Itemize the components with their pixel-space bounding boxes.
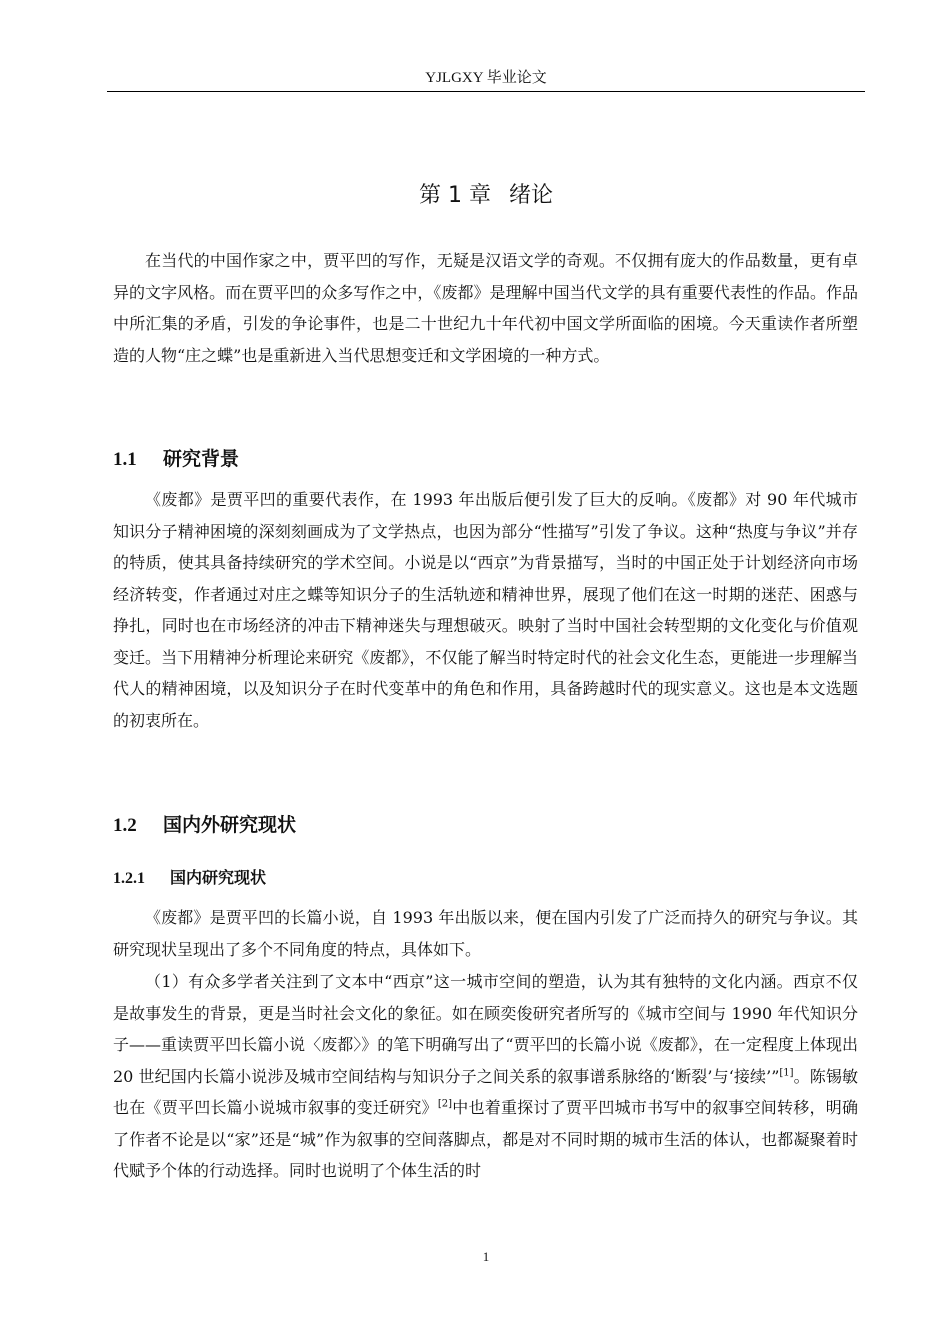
paragraph-text: 中也着重探讨了贾平凹城市书写中的叙事空间转移，明确了作者不论是以“家”还是“城”作为叙事的空间落脚点，都是对不同时期的城市生活的体认，也都凝聚着时代赋予个体的行动选择。同时也说明了个体生活的时 — [113, 1098, 858, 1180]
section-heading-1-2 — [113, 811, 858, 840]
citation-ref-2[interactable]: [2] — [437, 1098, 452, 1110]
chapter-name: 绪论 — [508, 183, 553, 208]
chapter-title — [107, 180, 865, 212]
section-title: 国内外研究现状 — [163, 814, 297, 836]
header-rule — [107, 91, 865, 92]
section-number: 1.2 — [113, 815, 137, 836]
subsection-heading-1-2-1 — [113, 866, 858, 891]
chapter-number: 第 1 章 — [419, 183, 491, 208]
section-title: 研究背景 — [163, 448, 240, 470]
running-header: YJLGXY 毕业论文 — [425, 70, 547, 86]
subsection-title: 国内研究现状 — [170, 868, 267, 887]
background-paragraph: 《废都》是贾平凹的重要代表作，在 1993 年出版后便引发了巨大的反响。《废都》对 90 年代城市知识分子精神困境的深刻刻画成为了文学热点，也因为部分“性描写”引发了争议。这种“热度与争议”并存的特质，使其具备持续研究的学术空间。小说是以“西京”为背景描写，当时的中国正处于计划经济向市场经济转变，作者通过对庄之蝶等知识分子的生活轨迹和精神世界，展现了他们在这一时期的迷茫、困惑与挣扎，同时也在市场经济的冲击下精神迷失与理想破灭。映射了当时中国社会转型期的文化变化与价值观变迁。当下用精神分析理论来研究《废都》，不仅能了解当时特定时代的社会文化生态，更能进一步理解当代人的精神困境，以及知识分子在时代变革中的角色和作用，具备跨越时代的现实意义。这也是本文选题的初衷所在。 — [113, 490, 858, 730]
domestic-research-paragraph-2 — [113, 966, 858, 1187]
page-number: 1 — [482, 1249, 490, 1264]
domestic-research-paragraph-1: 《废都》是贾平凹的长篇小说，自 1993 年出版以来，便在国内引发了广泛而持久的研究与争议。其研究现状呈现出了多个不同角度的特点，具体如下。 — [113, 908, 858, 959]
section-number: 1.1 — [113, 449, 137, 470]
paragraph-text: 。陈锡敏也在《贾平凹长篇小说城市叙事的变迁研究》 — [113, 1066, 858, 1117]
subsection-number: 1.2.1 — [113, 870, 145, 887]
section-heading-1-1 — [113, 445, 858, 474]
intro-paragraph: 在当代的中国作家之中，贾平凹的写作，无疑是汉语文学的奇观。不仅拥有庞大的作品数量，更有卓异的文字风格。而在贾平凹的众多写作之中，《废都》是理解中国当代文学的具有重要代表性的作品。作品中所汇集的矛盾，引发的争论事件，也是二十世纪九十年代初中国文学所面临的困境。今天重读作者所塑造的人物“庄之蝶”也是重新进入当代思想变迁和文学困境的一种方式。 — [113, 251, 858, 365]
paragraph-text: （1）有众多学者关注到了文本中“西京”这一城市空间的塑造，认为其有独特的文化内涵。西京不仅是故事发生的背景，更是当时社会文化的象征。如在顾奕俊研究者所写的《城市空间与 1990 年代知识分子——重读贾平凹长篇小说〈废都〉》的笔下明确写出了“贾平凹的长篇小说《废都》，在一定程度上体现出 20 世纪国内长篇小说涉及城市空间结构与知识分子之间关系的叙事谱系脉络的‘断裂’与‘接续’” — [113, 972, 858, 1086]
citation-ref-1[interactable]: [1] — [779, 1067, 794, 1079]
